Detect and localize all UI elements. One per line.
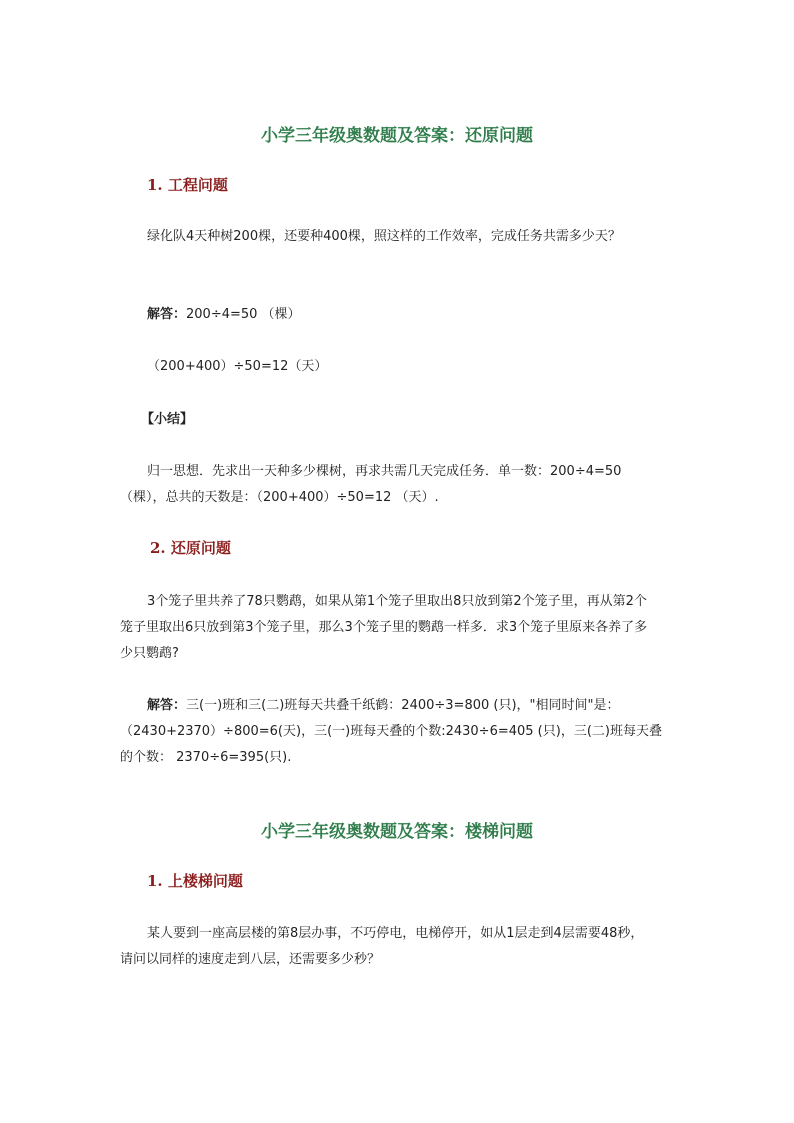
question-engineering: 绿化队4天种树200棵，还要种400棵，照这样的工作效率，完成任务共需多少天？ [147, 229, 621, 244]
answer-paper-cranes-line2: （2430+2370）÷800=6(天)，三(一)班每天叠的个数:2430÷6=405 (只)，三(二)班每天叠 [120, 724, 662, 739]
question-parrots [120, 589, 680, 667]
question-parrots-line3: 少只鹦鹉? [120, 646, 179, 661]
question-stairs [120, 921, 680, 973]
question-parrots-line1: 3个笼子里共养了78只鹦鹉，如果从第1个笼子里取出8只放到第2个笼子里，再从第2个 [147, 594, 647, 609]
answer-label: 解答： [147, 698, 187, 713]
answer-text: 三(一)班和三(二)班每天共叠千纸鹤：2400÷3=800 (只)，"相同时间"是： [186, 698, 620, 713]
section-title-restore-problems: 小学三年级奥数题及答案：还原问题 [261, 126, 533, 146]
summary-label: 【小结】 [141, 412, 194, 427]
question-stairs-line2: 请问以同样的速度走到八层，还需要多少秒？ [120, 952, 381, 967]
answer-paper-cranes-line1 [120, 693, 680, 719]
answer-paper-cranes-line3: 的个数： 2370÷6=395(只). [120, 750, 292, 765]
summary-line2: （棵），总共的天数是：（200+400）÷50=12 （天）. [120, 490, 439, 505]
heading-stairs-problem: 1. 上楼梯问题 [147, 872, 243, 890]
summary-line1: 归一思想．先求出一天种多少棵树，再求共需几天完成任务．单一数：200÷4=50 [147, 464, 622, 479]
question-parrots-line2: 笼子里取出6只放到第3个笼子里，那么3个笼子里的鹦鹉一样多．求3个笼子里原来各养了多 [120, 620, 648, 635]
answer-engineering-line1 [147, 302, 675, 328]
answer-text: 200÷4=50 （棵） [186, 307, 301, 322]
section-title-stairs-problems: 小学三年级奥数题及答案：楼梯问题 [261, 822, 533, 842]
heading-engineering-problem: 1. 工程问题 [147, 176, 228, 194]
question-stairs-line1: 某人要到一座高层楼的第8层办事，不巧停电，电梯停开，如从1层走到4层需要48秒， [147, 926, 644, 941]
summary-text [120, 459, 680, 511]
answer-label: 解答： [147, 307, 187, 322]
answer-paper-cranes [120, 693, 680, 771]
answer-engineering-line2: （200+400）÷50=12（天） [147, 359, 328, 374]
heading-restore-problem: 2. 还原问题 [150, 539, 231, 557]
